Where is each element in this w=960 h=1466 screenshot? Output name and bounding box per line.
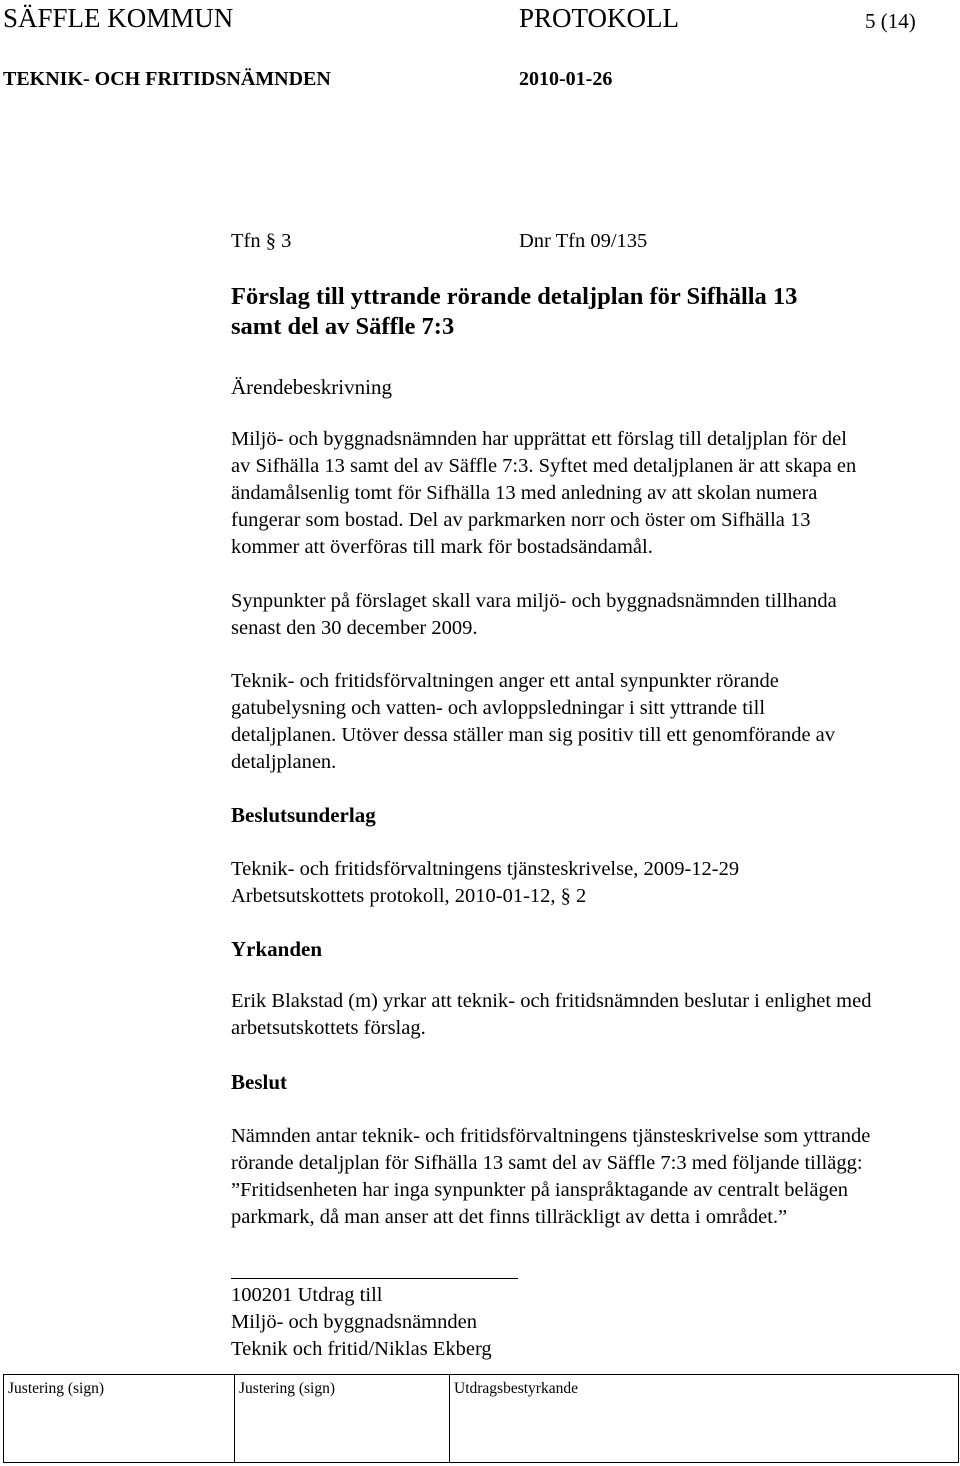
beslut-paragraph bbox=[231, 1123, 956, 1231]
signature-table bbox=[3, 1374, 959, 1463]
text-line: Teknik- och fritidsförvaltningens tjänsteskrivelse, 2009-12-29 bbox=[231, 858, 740, 880]
signature-cell-utdragsbestyrkande: Utdragsbestyrkande bbox=[450, 1375, 959, 1463]
text-line: kommer att överföras till mark för bostadsändamål. bbox=[231, 536, 653, 558]
text-line: arbetsutskottets förslag. bbox=[231, 1017, 426, 1039]
text-line: Miljö- och byggnadsnämnden bbox=[231, 1311, 477, 1333]
beslutsunderlag-list bbox=[231, 856, 956, 910]
text-line: Arbetsutskottets protokoll, 2010-01-12, § 2 bbox=[231, 885, 587, 907]
text-line: Nämnden antar teknik- och fritidsförvaltningens tjänsteskrivelse som yttrande bbox=[231, 1125, 871, 1147]
arendebeskrivning-paragraph-2 bbox=[231, 588, 956, 642]
text-line: ändamålsenlig tomt för Sifhälla 13 med anledning av att skolan numera bbox=[231, 482, 818, 504]
distribution-divider bbox=[231, 1278, 518, 1279]
text-line: parkmark, då man anser att det finns tillräckligt av detta i området.” bbox=[231, 1206, 788, 1228]
beslut-heading: Beslut bbox=[231, 1070, 288, 1094]
signature-cell-justering-2: Justering (sign) bbox=[235, 1375, 450, 1463]
section-number: Tfn § 3 bbox=[231, 230, 292, 252]
text-line: Erik Blakstad (m) yrkar att teknik- och fritidsnämnden beslutar i enlighet med bbox=[231, 990, 872, 1012]
text-line: fungerar som bostad. Del av parkmarken norr och öster om Sifhälla 13 bbox=[231, 509, 811, 531]
page-number: 5 (14) bbox=[865, 9, 916, 33]
arendebeskrivning-paragraph-3 bbox=[231, 668, 956, 776]
text-line: senast den 30 december 2009. bbox=[231, 617, 478, 639]
case-title bbox=[231, 282, 797, 342]
text-line: av Sifhälla 13 samt del av Säffle 7:3. Syftet med detaljplanen är att skapa en bbox=[231, 455, 857, 477]
text-line: 100201 Utdrag till bbox=[231, 1284, 383, 1306]
text-line: Teknik och fritid/Niklas Ekberg bbox=[231, 1338, 492, 1360]
text-line: rörande detaljplan för Sifhälla 13 samt del av Säffle 7:3 med följande tillägg: bbox=[231, 1152, 863, 1174]
text-line: detaljplanen. Utöver dessa ställer man sig positiv till ett genomförande av bbox=[231, 724, 836, 746]
yrkanden-heading: Yrkanden bbox=[231, 937, 323, 961]
arendebeskrivning-paragraph-1 bbox=[231, 426, 956, 561]
text-line: detaljplanen. bbox=[231, 751, 337, 773]
distribution-list bbox=[231, 1282, 956, 1363]
board-name: TEKNIK- OCH FRITIDSNÄMNDEN bbox=[3, 68, 331, 90]
beslutsunderlag-heading: Beslutsunderlag bbox=[231, 803, 376, 827]
arendebeskrivning-heading: Ärendebeskrivning bbox=[231, 375, 392, 399]
signature-cell-justering-1: Justering (sign) bbox=[4, 1375, 235, 1463]
diary-number: Dnr Tfn 09/135 bbox=[519, 230, 648, 252]
case-title-line: Förslag till yttrande rörande detaljplan för Sifhälla 13 bbox=[231, 283, 798, 310]
text-line: Teknik- och fritidsförvaltningen anger ett antal synpunkter rörande bbox=[231, 670, 779, 692]
yrkanden-paragraph bbox=[231, 988, 956, 1042]
case-title-line: samt del av Säffle 7:3 bbox=[231, 313, 455, 340]
org-name: SÄFFLE KOMMUN bbox=[3, 3, 234, 33]
document-type: PROTOKOLL bbox=[519, 3, 680, 33]
text-line: Miljö- och byggnadsnämnden har upprättat ett förslag till detaljplan för del bbox=[231, 428, 847, 450]
text-line: ”Fritidsenheten har inga synpunkter på ianspråktagande av centralt belägen bbox=[231, 1179, 849, 1201]
text-line: gatubelysning och vatten- och avloppsledningar i sitt yttrande till bbox=[231, 697, 766, 719]
text-line: Synpunkter på förslaget skall vara miljö- och byggnadsnämnden tillhanda bbox=[231, 590, 837, 612]
meeting-date: 2010-01-26 bbox=[519, 68, 613, 90]
